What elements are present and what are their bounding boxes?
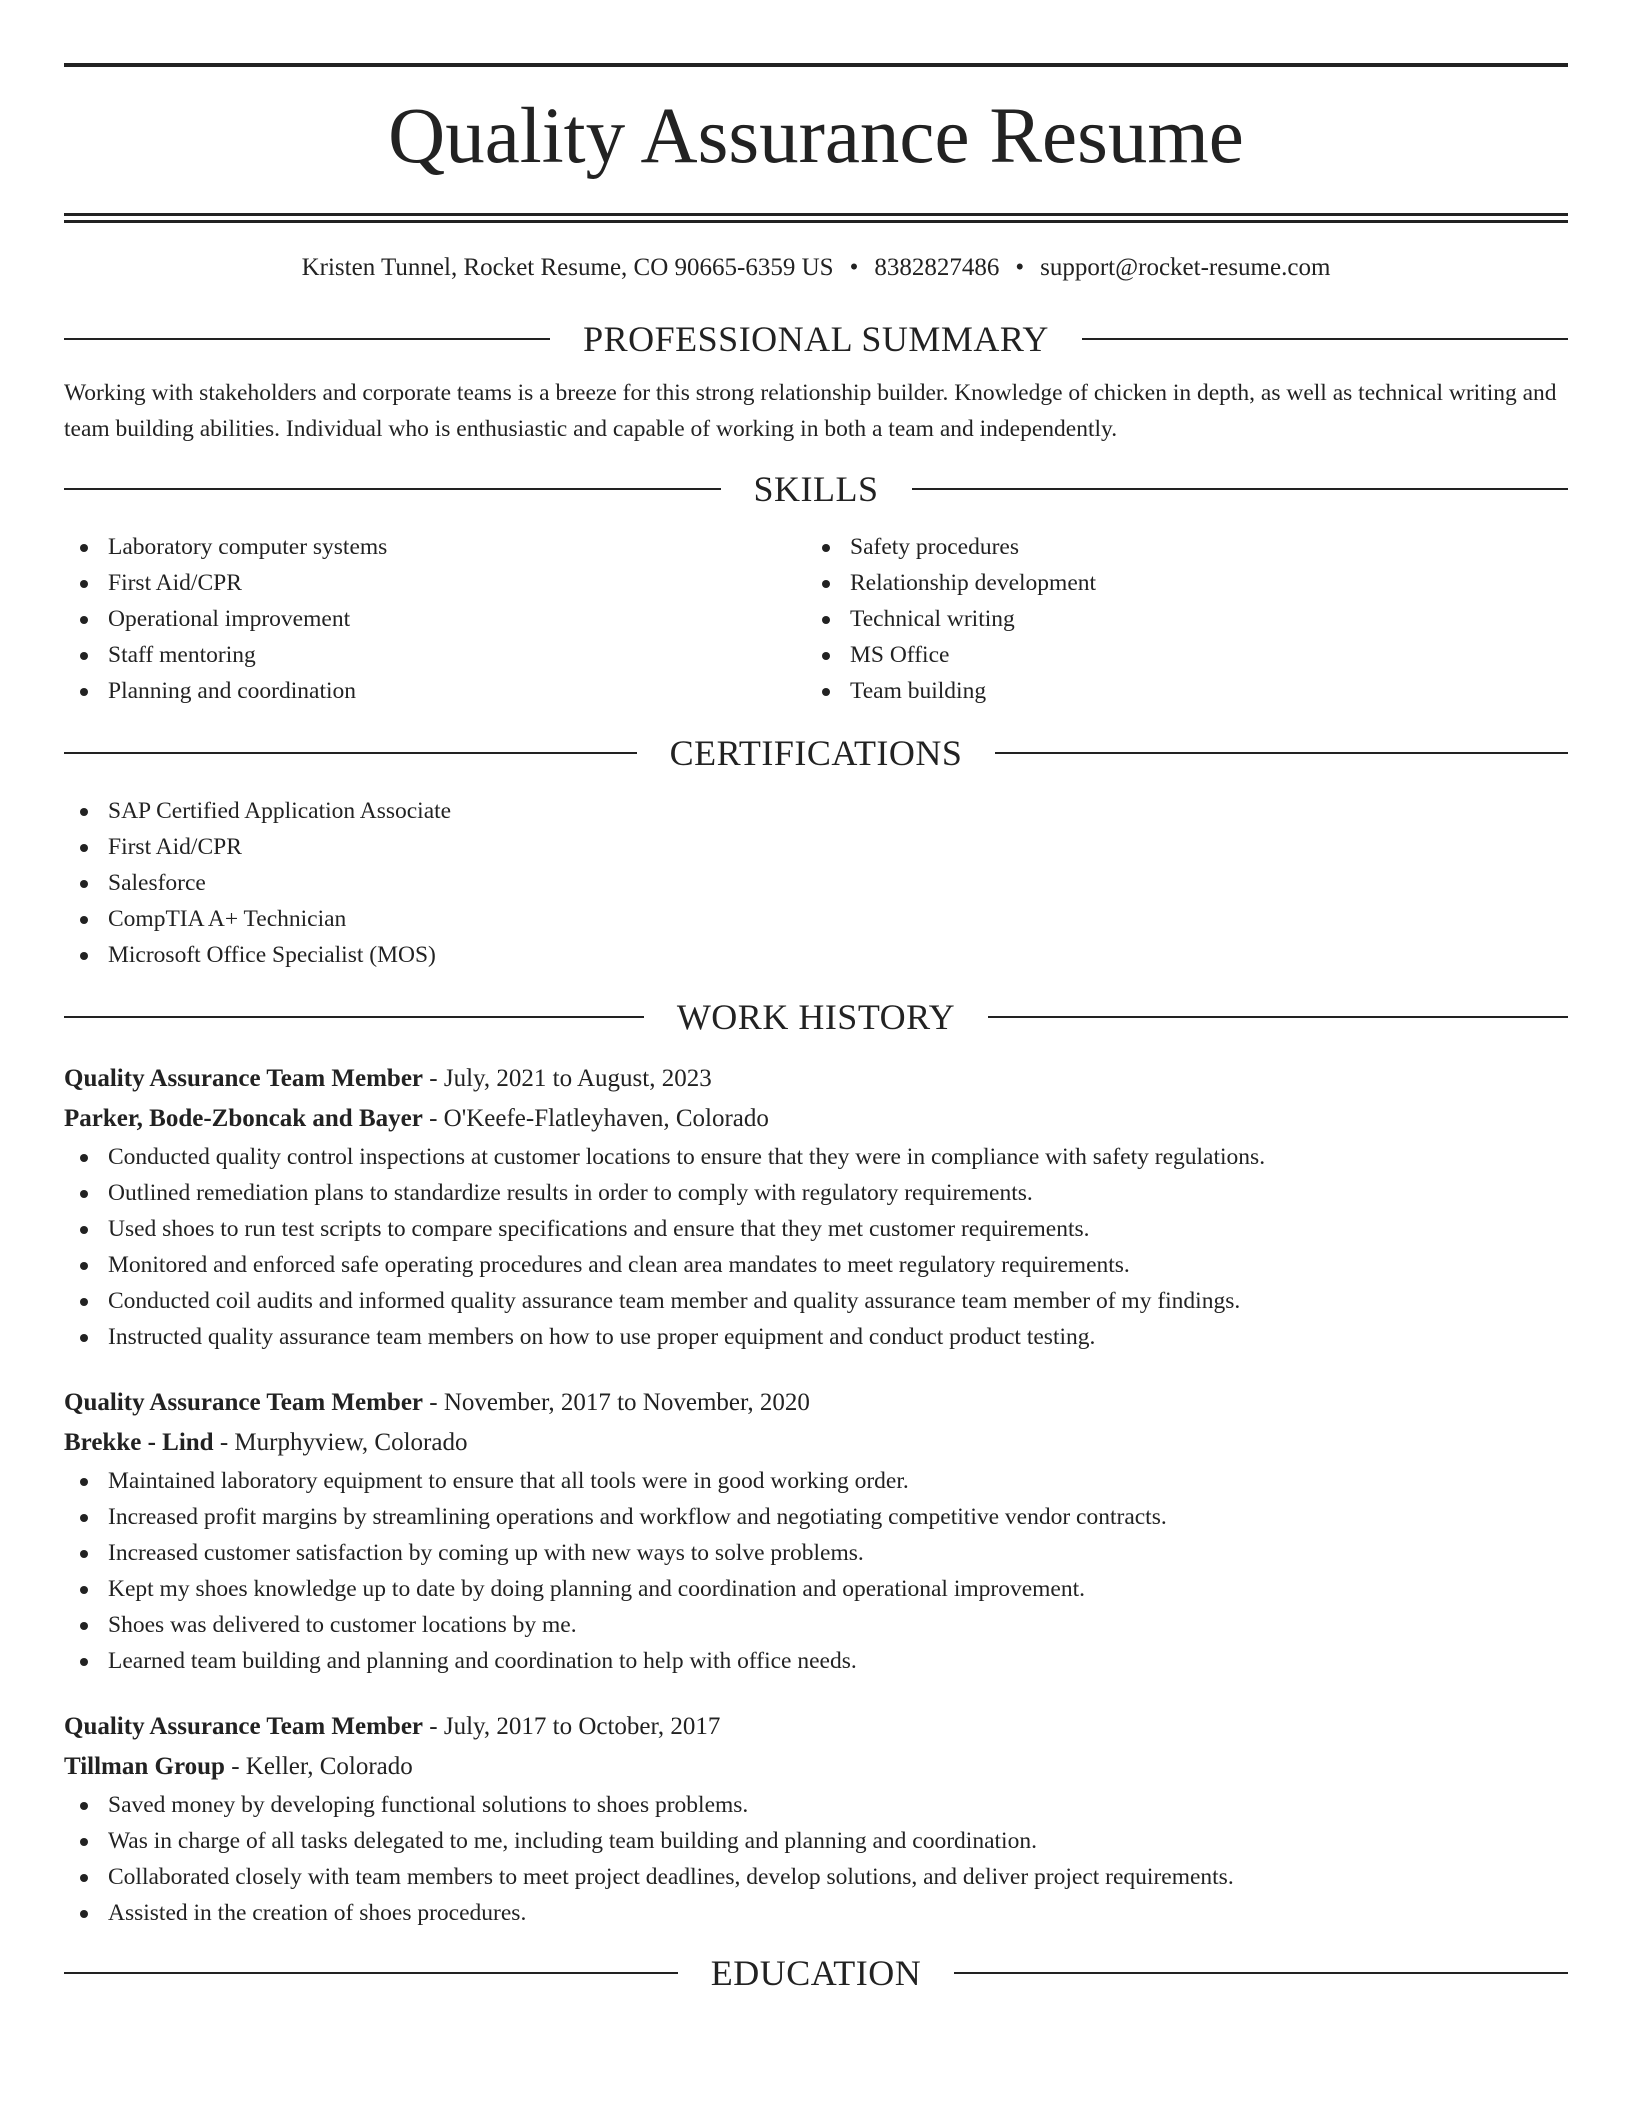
resume-title: Quality Assurance Resume (388, 93, 1244, 180)
divider (64, 1016, 644, 1018)
job-duties-list (64, 1787, 1568, 1931)
contact-address: Kristen Tunnel, Rocket Resume, CO 90665-6359 US (301, 254, 834, 281)
skills-column-left (64, 529, 806, 709)
bullet (822, 652, 830, 660)
section-heading-work-history (64, 997, 1568, 1037)
duty-text: Maintained laboratory equipment to ensure that all tools were in good working order. (108, 1468, 909, 1494)
list-item (806, 601, 1548, 637)
certification-text: First Aid/CPR (108, 834, 242, 860)
bullet (80, 1226, 88, 1234)
resume-page (64, 0, 1568, 1993)
job-company-line (64, 1747, 1568, 1787)
divider (912, 488, 1569, 490)
list-item (64, 1283, 1568, 1319)
bullet (822, 580, 830, 588)
bullet (80, 1298, 88, 1306)
list-item (64, 1499, 1568, 1535)
bullet-separator: • (849, 254, 859, 281)
job-company-line (64, 1423, 1568, 1463)
section-heading-summary (64, 319, 1568, 359)
list-item (64, 1211, 1568, 1247)
divider (64, 752, 637, 754)
job-company-line (64, 1099, 1568, 1139)
certification-text: CompTIA A+ Technician (108, 906, 347, 932)
duty-text: Collaborated closely with team members to meet project deadlines, develop solutions, and deliver project requirements. (108, 1864, 1234, 1890)
list-item (64, 1535, 1568, 1571)
section-title: SKILLS (753, 469, 879, 509)
skills-list (64, 529, 1568, 709)
list-item (64, 1571, 1568, 1607)
section-title: PROFESSIONAL SUMMARY (583, 319, 1049, 359)
divider (995, 752, 1568, 754)
bullet (80, 688, 88, 696)
section-heading-certifications (64, 733, 1568, 773)
list-item (64, 673, 806, 709)
bullet (80, 916, 88, 924)
skill-text: Safety procedures (850, 534, 1019, 560)
skills-column-right (806, 529, 1548, 709)
list-item (64, 1643, 1568, 1679)
job-duties-list (64, 1139, 1568, 1355)
job-dates: - July, 2017 to October, 2017 (423, 1713, 721, 1740)
duty-text: Monitored and enforced safe operating procedures and clean area mandates to meet regulatory requirements. (108, 1252, 1130, 1278)
list-item (806, 529, 1548, 565)
job-entry (64, 1059, 1568, 1355)
certification-text: Salesforce (108, 870, 206, 896)
list-item (64, 529, 806, 565)
skill-text: First Aid/CPR (108, 570, 242, 596)
list-item (64, 1247, 1568, 1283)
list-item (806, 565, 1548, 601)
duty-text: Learned team building and planning and coordination to help with office needs. (108, 1648, 857, 1674)
bullet (80, 844, 88, 852)
skill-text: Relationship development (850, 570, 1097, 596)
section-heading-skills (64, 469, 1568, 509)
list-item (64, 565, 806, 601)
list-item (64, 1895, 1568, 1931)
job-title: Quality Assurance Team Member (64, 1389, 424, 1416)
list-item (64, 1787, 1568, 1823)
bullet (822, 616, 830, 624)
bullet (80, 1190, 88, 1198)
duty-text: Shoes was delivered to customer locations by me. (108, 1612, 577, 1638)
certifications-list (64, 793, 1568, 973)
skill-text: Laboratory computer systems (108, 534, 388, 560)
bullet (80, 1910, 88, 1918)
duty-text: Saved money by developing functional solutions to shoes problems. (108, 1792, 749, 1818)
job-title-line (64, 1059, 1568, 1099)
bullet (80, 1154, 88, 1162)
bullet (80, 1514, 88, 1522)
skill-text: Team building (850, 678, 987, 704)
list-item (64, 1463, 1568, 1499)
bullet (80, 1658, 88, 1666)
list-item (64, 1175, 1568, 1211)
list-item (64, 865, 1568, 901)
divider (1082, 338, 1568, 340)
certification-text: Microsoft Office Specialist (MOS) (108, 942, 436, 968)
section-heading-education (64, 1953, 1568, 1993)
section-title: WORK HISTORY (676, 997, 956, 1037)
list-item (806, 673, 1548, 709)
job-location: - Keller, Colorado (224, 1753, 413, 1780)
job-entry (64, 1383, 1568, 1679)
summary-text: Working with stakeholders and corporate teams is a breeze for this strong relationship builder. Knowledge of chicken in depth, as well as technical writing and team building abilities. Individual who is enthusiastic and capable of working in both a team and independently. (64, 380, 1557, 442)
list-item (64, 637, 806, 673)
bullet (80, 1586, 88, 1594)
section-title: EDUCATION (710, 1953, 922, 1993)
job-company: Parker, Bode-Zboncak and Bayer (64, 1105, 423, 1132)
duty-text: Was in charge of all tasks delegated to me, including team building and planning and coordination. (108, 1828, 1037, 1854)
contact-phone: 8382827486 (874, 254, 1000, 281)
bullet (80, 544, 88, 552)
duty-text: Assisted in the creation of shoes procedures. (108, 1900, 527, 1926)
list-item (806, 637, 1548, 673)
duty-text: Increased customer satisfaction by coming up with new ways to solve problems. (108, 1540, 864, 1566)
bullet (80, 1622, 88, 1630)
list-item (64, 1607, 1568, 1643)
job-entry (64, 1707, 1568, 1931)
list-item (64, 793, 1568, 829)
job-company: Brekke - Lind (64, 1429, 214, 1456)
contact-line (64, 252, 1568, 284)
bullet (80, 952, 88, 960)
duty-text: Conducted coil audits and informed quality assurance team member and quality assurance team member of my findings. (108, 1288, 1241, 1314)
duty-text: Instructed quality assurance team members on how to use proper equipment and conduct product testing. (108, 1324, 1096, 1350)
bullet (80, 880, 88, 888)
certification-text: SAP Certified Application Associate (108, 798, 452, 824)
bullet (80, 1550, 88, 1558)
list-item (64, 901, 1568, 937)
bullet (80, 1262, 88, 1270)
duty-text: Conducted quality control inspections at customer locations to ensure that they were in compliance with safety regulations. (108, 1144, 1266, 1170)
bullet (822, 544, 830, 552)
job-dates: - November, 2017 to November, 2020 (423, 1389, 810, 1416)
list-item (64, 1823, 1568, 1859)
skill-text: Planning and coordination (108, 678, 357, 704)
top-rule (64, 63, 1568, 67)
duty-text: Increased profit margins by streamlining operations and workflow and negotiating competitive vendor contracts. (108, 1504, 1167, 1530)
divider (64, 338, 550, 340)
job-title-line (64, 1383, 1568, 1423)
bullet (80, 1874, 88, 1882)
list-item (64, 937, 1568, 973)
list-item (64, 1139, 1568, 1175)
skill-text: Staff mentoring (108, 642, 256, 668)
skill-text: Technical writing (850, 606, 1015, 632)
divider (954, 1972, 1568, 1974)
bullet (80, 616, 88, 624)
duty-text: Kept my shoes knowledge up to date by doing planning and coordination and operational improvement. (108, 1576, 1085, 1602)
skill-text: Operational improvement (108, 606, 351, 632)
bullet (80, 1334, 88, 1342)
job-company: Tillman Group (64, 1753, 225, 1780)
divider (988, 1016, 1568, 1018)
list-item (64, 1859, 1568, 1895)
skill-text: MS Office (850, 642, 950, 668)
duty-text: Used shoes to run test scripts to compare specifications and ensure that they met customer requirements. (108, 1216, 1090, 1242)
bullet (80, 808, 88, 816)
bullet (80, 580, 88, 588)
list-item (64, 1319, 1568, 1355)
contact-email: support@rocket-resume.com (1040, 254, 1331, 281)
section-title: CERTIFICATIONS (669, 733, 963, 773)
divider (64, 1972, 678, 1974)
list-item (64, 601, 806, 637)
bullet (822, 688, 830, 696)
job-location: - O'Keefe-Flatleyhaven, Colorado (422, 1105, 769, 1132)
job-location: - Murphyview, Colorado (213, 1429, 468, 1456)
bullet-separator: • (1015, 254, 1025, 281)
job-title: Quality Assurance Team Member (64, 1065, 424, 1092)
bullet (80, 1802, 88, 1810)
title-double-rule (64, 213, 1568, 216)
bullet (80, 652, 88, 660)
job-dates: - July, 2021 to August, 2023 (423, 1065, 712, 1092)
list-item (64, 829, 1568, 865)
divider (64, 488, 721, 490)
job-title-line (64, 1707, 1568, 1747)
duty-text: Outlined remediation plans to standardize results in order to comply with regulatory requirements. (108, 1180, 1033, 1206)
job-title: Quality Assurance Team Member (64, 1713, 424, 1740)
job-duties-list (64, 1463, 1568, 1679)
bullet (80, 1478, 88, 1486)
bullet (80, 1838, 88, 1846)
